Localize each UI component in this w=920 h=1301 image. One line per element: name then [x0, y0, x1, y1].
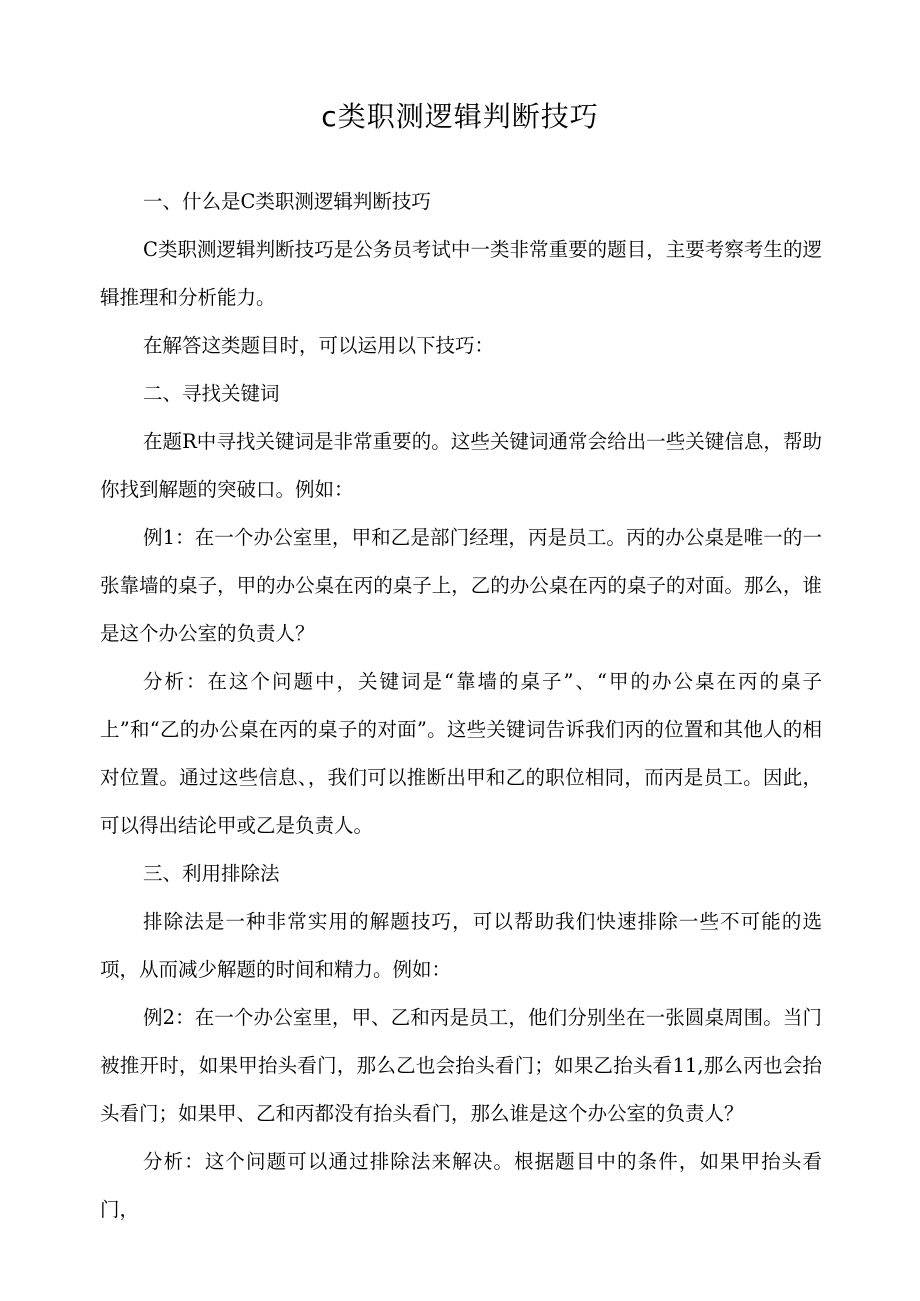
paragraph-example-1: 例1：在一个办公室里，甲和乙是部门经理，丙是员工。丙的办公桌是唯一的一张靠墙的桌子，甲的办公桌在丙的桌子上，乙的办公桌在丙的桌子的对面。那么，谁是这个办公室的负责人？ [100, 526, 822, 645]
section-heading-what-is: 一、什么是C类职测逻辑判断技巧 [143, 190, 431, 213]
section-heading-keywords: 二、寻找关键词 [143, 382, 280, 405]
document-title: c类职测逻辑判断技巧 [321, 100, 599, 133]
paragraph-analysis-1: 分析：在这个问题中，关键词是“靠墙的桌子”、“甲的办公桌在丙的桌子上”和“乙的办公桌在丙的桌子的对面”。这些关键词告诉我们丙的位置和其他人的相对位置。通过这些信息、，我们可以推断出甲和乙的职位相同，而丙是员工。因此，可以得出结论甲或乙是负责人。 [100, 670, 822, 837]
paragraph-intro: C类职测逻辑判断技巧是公务员考试中一类非常重要的题目，主要考察考生的逻辑推理和分析能力。 [100, 238, 822, 309]
paragraph-example-2: 例2：在一个办公室里，甲、乙和丙是员工，他们分别坐在一张圆桌周围。当门被推开时，如果甲抬头看门，那么乙也会抬头看门；如果乙抬头看11,那么丙也会抬头看门；如果甲、乙和丙都没有抬头看门，那么谁是这个办公室的负责人？ [100, 1006, 822, 1125]
section-heading-elimination: 三、利用排除法 [143, 862, 280, 885]
paragraph-keywords: 在题R中寻找关键词是非常重要的。这些关键词通常会给出一些关键信息，帮助你找到解题的突破口。例如： [100, 430, 822, 501]
document-body [100, 178, 822, 1234]
paragraph-analysis-2: 分析：这个问题可以通过排除法来解决。根据题目中的条件，如果甲抬头看门， [100, 1150, 822, 1221]
paragraph-techniques-lead: 在解答这类题目时，可以运用以下技巧： [143, 334, 495, 357]
paragraph-elimination: 排除法是一种非常实用的解题技巧，可以帮助我们快速排除一些不可能的选项，从而减少解题的时间和精力。例如： [100, 910, 822, 981]
